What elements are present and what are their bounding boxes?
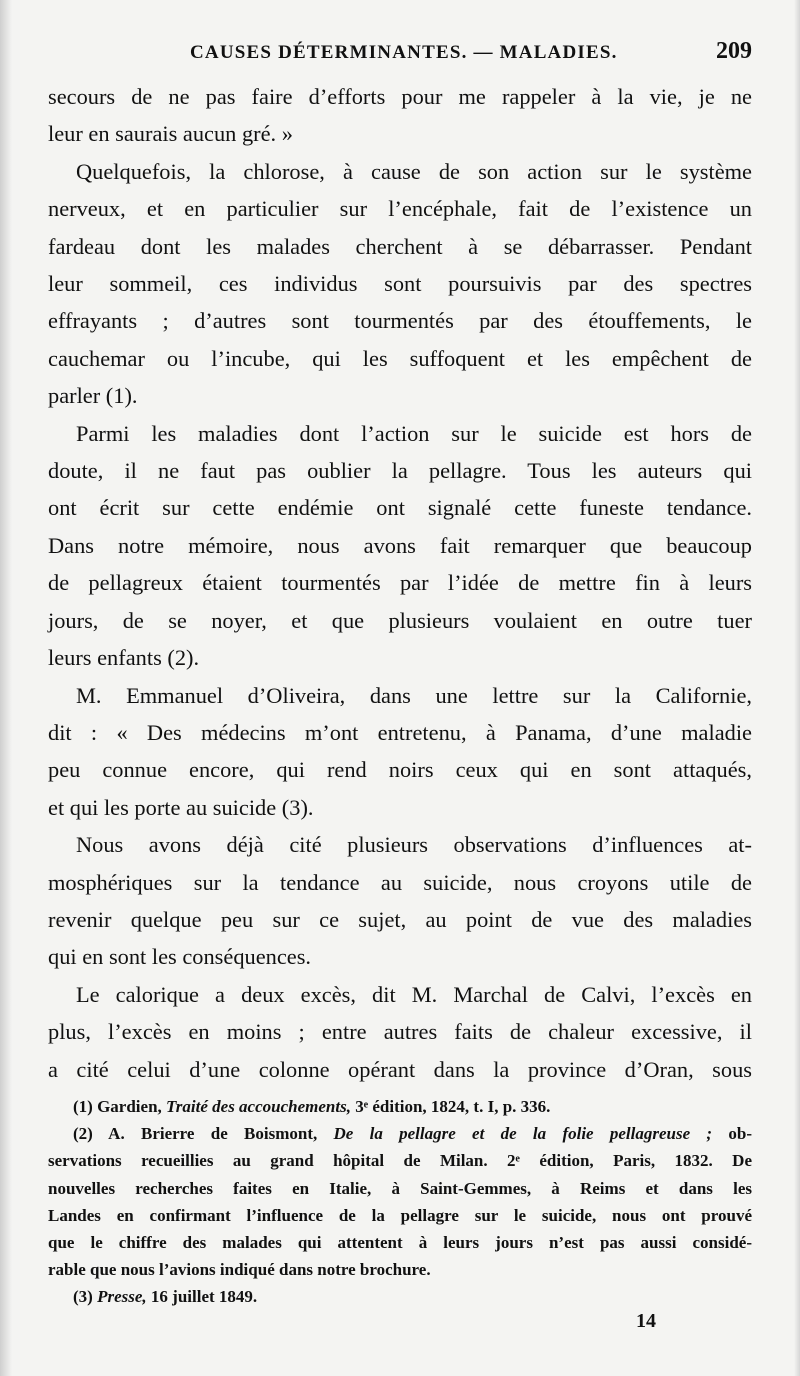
footnote-marker: (1) [73, 1097, 93, 1116]
footnote-2-line [48, 1120, 752, 1147]
footnote-title: Traité des accouchements, [166, 1097, 351, 1116]
text-line: mosphériques sur la tendance au suicide, nous croyons utile de [48, 869, 752, 895]
text-line: leurs enfants (2). [48, 645, 200, 671]
text-line: a cité celui d’une colonne opérant dans la province d’Oran, sous [48, 1056, 752, 1082]
text-line: jours, de se noyer, et que plusieurs voulaient en outre tuer [48, 607, 752, 633]
text-line: plus, l’excès en moins ; entre autres faits de chaleur excessive, il [48, 1019, 752, 1045]
footnote-2-line: Landes en confirmant l’influence de la pellagre sur le suicide, nous ont prouvé [48, 1205, 752, 1225]
footnote-marker: (3) [73, 1287, 93, 1307]
text-line: revenir quelque peu sur ce sujet, au point de vue des maladies [48, 906, 752, 932]
footnote-marker: (2) [73, 1124, 93, 1144]
paragraph [48, 826, 752, 976]
paragraph [48, 677, 752, 827]
footnotes [48, 1093, 752, 1311]
footnote-author: A. Brierre de Boismont, [108, 1124, 318, 1144]
footnote-2-line: nouvelles recherches faites en Italie, à Saint-Gemmes, à Reims et dans les [48, 1178, 752, 1198]
footnote-details: 3ᵉ édition, 1824, t. I, p. 336. [355, 1097, 551, 1116]
footnote-2-line: rable que nous l’avions indiqué dans notre brochure. [48, 1260, 431, 1280]
running-head: CAUSES DÉTERMINANTES. — MALADIES. [190, 42, 618, 63]
text-line: fardeau dont les malades cherchent à se débarrasser. Pendant [48, 233, 752, 259]
text-line: Parmi les maladies dont l’action sur le suicide est hors de [76, 420, 752, 446]
text-line: Dans notre mémoire, nous avons fait remarquer que beaucoup [48, 532, 752, 558]
text-line: nerveux, et en particulier sur l’encéphale, fait de l’existence un [48, 196, 752, 222]
footnote-details: ob- [728, 1124, 752, 1144]
text-line: Nous avons déjà cité plusieurs observations d’influences at- [76, 832, 752, 858]
page-right-edge-shadow [794, 0, 800, 1376]
text-line: effrayants ; d’autres sont tourmentés par des étouffements, le [48, 308, 752, 334]
footnote-2-line: servations recueillies au grand hôpital de Milan. 2ᵉ édition, Paris, 1832. De [48, 1151, 752, 1171]
paragraph [48, 153, 752, 415]
footnote-2-line: que le chiffre des malades qui attentent à leurs jours n’est pas aussi considé- [48, 1233, 752, 1253]
footnote-author: Gardien, [97, 1097, 162, 1116]
text-line: secours de ne pas faire d’efforts pour me rappeler à la vie, je ne [48, 84, 752, 109]
text-line: et qui les porte au suicide (3). [48, 794, 314, 820]
page-number: 209 [716, 38, 752, 64]
footnote-title: De la pellagre et de la folie pellagreuse ; [333, 1124, 713, 1144]
text-line: ont écrit sur cette endémie ont signalé cette funeste tendance. [48, 495, 752, 521]
text-line: leur en saurais aucun gré. » [48, 121, 293, 147]
text-line: Quelquefois, la chlorose, à cause de son action sur le système [76, 158, 752, 184]
paragraph [48, 415, 752, 677]
footnote-details: 16 juillet 1849. [150, 1287, 258, 1307]
text-line: Le calorique a deux excès, dit M. Marchal de Calvi, l’excès en [76, 981, 752, 1007]
text-line: dit : « Des médecins m’ont entretenu, à Panama, d’une maladie [48, 719, 752, 745]
paragraph [48, 78, 752, 153]
paragraph [48, 976, 752, 1088]
text-line: qui en sont les conséquences. [48, 944, 312, 970]
text-line: M. Emmanuel d’Oliveira, dans une lettre sur la Californie, [76, 682, 752, 708]
page-left-edge-shadow [0, 0, 12, 1376]
text-line: de pellagreux étaient tourmentés par l’idée de mettre fin à leurs [48, 570, 752, 596]
footnote-3 [48, 1283, 752, 1310]
text-line: leur sommeil, ces individus sont poursuivis par des spectres [48, 271, 752, 297]
footnote-1 [48, 1093, 752, 1120]
text-line: cauchemar ou l’incube, qui les suffoquent et les empêchent de [48, 345, 752, 371]
footnote-title: Presse, [97, 1287, 147, 1307]
text-line: parler (1). [48, 383, 138, 409]
signature-mark: 14 [636, 1310, 656, 1332]
main-text [48, 78, 752, 1088]
text-line: peu connue encore, qui rend noirs ceux qui en sont attaqués, [48, 757, 752, 783]
text-line: doute, il ne faut pas oublier la pellagre. Tous les auteurs qui [48, 458, 752, 484]
